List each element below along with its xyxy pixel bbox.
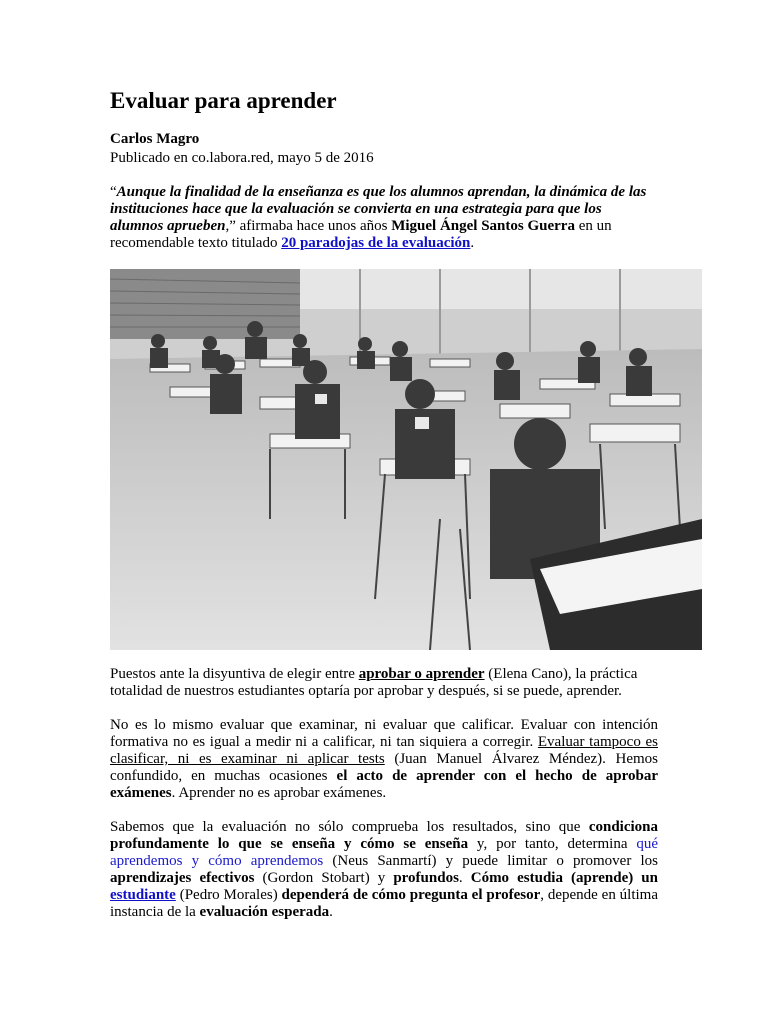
text-run: (Neus Sanmartí) y puede limitar o promover los [323,853,658,869]
intro-text: ,” afirmaba hace unos años [225,218,392,234]
text-run: . [458,870,471,886]
bold-phrase: aprendizajes efectivos [110,870,255,886]
open-quote: “ [110,184,117,200]
underlined-phrase: Evaluar tampoco es clasificar, ni es examinar ni aplicar tests [110,734,658,767]
paragraph-evaluar [110,717,658,802]
que-aprendemos-link[interactable]: qué aprendemos y cómo aprendemos [110,836,659,869]
intro-end: . [470,235,475,251]
exam-hall-photo [110,269,702,650]
text-run: (Gordon Stobart) y [254,870,394,886]
article-author: Carlos Magro [110,131,200,147]
aprobar-o-aprender-link[interactable]: aprobar o aprender [358,666,485,682]
bold-phrase: condiciona profundamente lo que se enseña y cómo se enseña [110,819,658,852]
text-run: Evaluar con intención formativa no es igual a medir ni a calificar, ni tan siquiera a corregir. [110,717,658,750]
text-run: Sabemos que la evaluación no sólo comprueba los resultados, sino que [110,819,589,835]
text-run: , depende en última instancia de la [110,887,658,920]
paragraph-sabemos [110,819,658,921]
opening-quote: Aunque la finalidad de la enseñanza es que los alumnos aprendan, la dinámica de las instituciones hace que la evaluación se convierta en una estrategia para que los alumnos aprueben [110,184,647,234]
estudiante-link[interactable]: estudiante [110,887,176,903]
bold-phrase: el acto de aprender con el hecho de aprobar exámenes [110,768,658,801]
text-run: (Juan Manuel Álvarez Méndez). Hemos confundido, en muchas ocasiones [110,751,658,784]
intro-paragraph [110,184,658,252]
bold-phrase: profundos [393,870,459,886]
text-run: (Elena Cano), la práctica totalidad de nuestros estudiantes optaría por aprobar y después, si se puede, aprender. [110,666,638,699]
text-run: y, por tanto, determina [468,836,637,852]
quoted-person: Miguel Ángel Santos Guerra [391,218,575,234]
bold-phrase: dependerá de cómo pregunta el profesor [281,887,541,903]
text-run: (Pedro Morales) [175,887,282,903]
publication-info: Publicado en co.labora.red, mayo 5 de 2016 [110,150,374,166]
intro-text: en un recomendable texto titulado [110,218,612,251]
exam-hall-photo-drawing [110,269,702,650]
article-title: Evaluar para aprender [110,88,337,113]
article-body [110,86,658,921]
text-run: Puestos ante la disyuntiva de elegir entre [110,666,359,682]
paragraph-aprobar [110,666,658,700]
bold-phrase: evaluación esperada [199,904,330,920]
text-run: No es lo mismo evaluar que examinar, ni evaluar que calificar. [110,717,521,733]
text-run: . Aprender no es aprobar exámenes. [171,785,387,801]
text-run: . [329,904,333,920]
bold-phrase: Cómo estudia (aprende) un [470,870,658,886]
paradojas-link[interactable]: 20 paradojas de la evaluación [281,235,471,251]
